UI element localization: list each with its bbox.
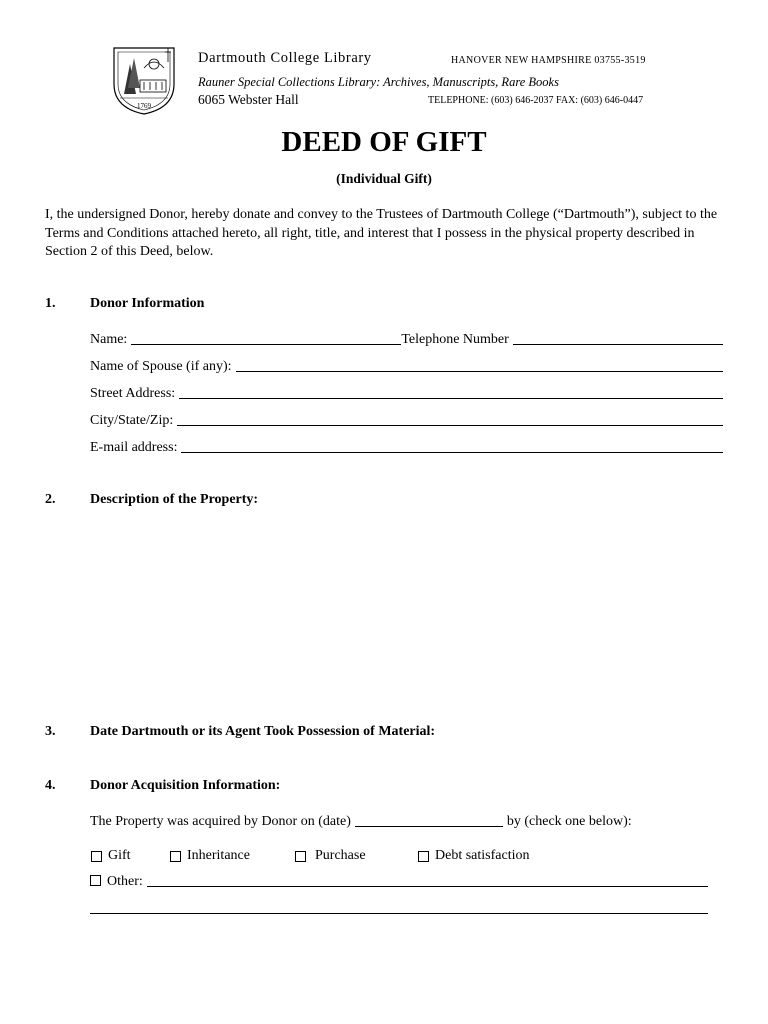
purchase-checkbox[interactable]	[295, 851, 306, 862]
document-subtitle: (Individual Gift)	[336, 171, 432, 186]
acquisition-suffix: by (check one below):	[506, 814, 632, 829]
other-continuation-line[interactable]	[90, 913, 708, 914]
option-debt-satisfaction-label: Debt satisfaction	[435, 848, 530, 863]
section-3-number: 3.	[45, 724, 56, 739]
other-label: Other:	[107, 874, 143, 889]
city-field[interactable]	[177, 411, 723, 426]
option-gift[interactable]	[91, 848, 131, 864]
document-title: DEED OF GIFT	[281, 126, 487, 158]
department-name: Rauner Special Collections Library: Archives, Manuscripts, Rare Books	[198, 75, 559, 89]
name-row	[90, 330, 723, 348]
other-field[interactable]	[147, 872, 708, 887]
spouse-row	[90, 357, 723, 375]
library-location: HANOVER NEW HAMPSHIRE 03755-3519	[451, 55, 646, 66]
option-inheritance-label: Inheritance	[187, 848, 250, 863]
option-debt-satisfaction[interactable]	[418, 848, 529, 864]
street-row	[90, 384, 723, 402]
section-2-number: 2.	[45, 492, 56, 507]
telephone-field[interactable]	[513, 330, 723, 345]
debt-satisfaction-checkbox[interactable]	[418, 851, 429, 862]
gift-checkbox[interactable]	[91, 851, 102, 862]
intro-paragraph	[45, 206, 735, 262]
section-2-title: Description of the Property:	[90, 492, 259, 507]
spouse-field[interactable]	[236, 357, 723, 372]
section-3-title: Date Dartmouth or its Agent Took Possession of Material:	[90, 724, 436, 739]
other-checkbox[interactable]	[90, 875, 101, 886]
dartmouth-seal-icon	[110, 44, 178, 116]
email-row	[90, 438, 723, 456]
email-field[interactable]	[181, 438, 723, 453]
intro-text: I, the undersigned Donor, hereby donate and convey to the Trustees of Dartmouth College (“Dartmouth”), subject to the Terms and Conditions attached hereto, all right, title, and interest that I possess in the physical property described in Section 2 of this Deed, below.	[45, 207, 718, 259]
section-4-number: 4.	[45, 778, 56, 793]
library-name: Dartmouth College Library	[198, 50, 372, 66]
option-inheritance[interactable]	[170, 848, 250, 864]
option-purchase[interactable]	[295, 848, 366, 864]
option-purchase-label: Purchase	[315, 848, 366, 863]
office-address: 6065 Webster Hall	[198, 92, 299, 107]
section-4-title: Donor Acquisition Information:	[90, 778, 281, 793]
option-gift-label: Gift	[108, 848, 131, 863]
acquisition-prefix: The Property was acquired by Donor on (date)	[90, 814, 351, 829]
inheritance-checkbox[interactable]	[170, 851, 181, 862]
seal-year: 1769	[137, 102, 151, 110]
other-row	[90, 872, 708, 890]
street-label: Street Address:	[90, 386, 176, 401]
name-field[interactable]	[131, 330, 401, 345]
acquisition-row	[90, 812, 632, 830]
contact-numbers: TELEPHONE: (603) 646-2037 FAX: (603) 646-0447	[428, 95, 644, 106]
city-label: City/State/Zip:	[90, 413, 174, 428]
telephone-label: Telephone Number	[401, 332, 509, 347]
email-label: E-mail address:	[90, 440, 178, 455]
spouse-label: Name of Spouse (if any):	[90, 359, 232, 374]
city-row	[90, 411, 723, 429]
street-field[interactable]	[179, 384, 723, 399]
name-label: Name:	[90, 332, 128, 347]
section-1-number: 1.	[45, 296, 56, 311]
section-1-title: Donor Information	[90, 296, 205, 311]
acquisition-date-field[interactable]	[355, 812, 503, 827]
